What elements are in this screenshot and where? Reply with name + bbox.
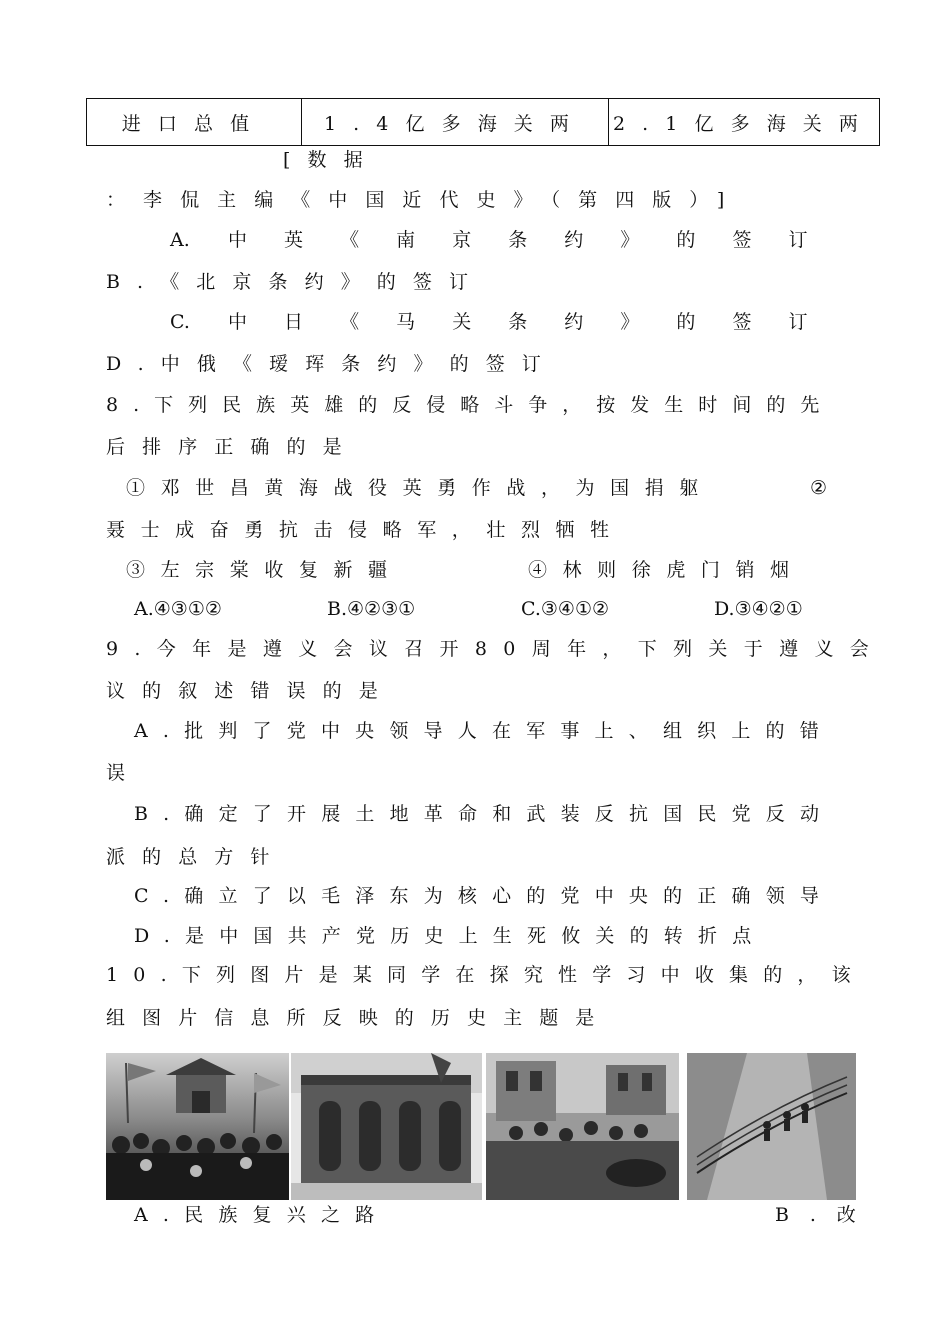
q9-option-b-line-2: 派的总方针	[106, 846, 287, 868]
q7-option-c-label: C.	[170, 311, 190, 333]
q10-option-a: A.民族复兴之路	[134, 1204, 390, 1226]
photo-historic-building	[291, 1053, 482, 1200]
table-label-cell: 进口总值	[87, 99, 302, 145]
q8-option-c: C.③④①②	[521, 598, 610, 620]
q9-option-a-line-1: A.批判了党中央领导人在军事上、组织上的错	[134, 720, 834, 742]
q8-item-4: ④林则徐虎门销烟	[528, 559, 805, 581]
q9-option-b-line-1: B.确定了开展土地革命和武装反抗国民党反动	[134, 803, 835, 825]
q7-option-d: D.中俄《瑷珲条约》的签订	[106, 353, 558, 375]
q7-option-c-text: 中日《马关条约》的签订	[228, 311, 845, 333]
table-value2-cell: 2.1亿多海关两	[612, 112, 876, 135]
import-value-table	[86, 98, 880, 146]
photo-soldiers-gathering	[486, 1053, 679, 1200]
q7-option-a-label: A.	[170, 229, 190, 251]
q8-option-b: B.④②③①	[327, 598, 416, 620]
q7-option-b: B.《北京条约》的签订	[106, 271, 486, 293]
q8-option-a: A.④③①②	[134, 598, 222, 620]
q9-stem-line-1: 9.今年是遵义会议召开80周年，下列关于遵义会	[106, 638, 886, 660]
source-line-2: ：李侃主编《中国近代史》（第四版）]	[106, 189, 743, 211]
table-value1-cell: 1.4亿多海关两	[302, 99, 609, 145]
q8-item-2-mark: ②	[810, 477, 828, 499]
q8-option-d: D.③④②①	[714, 598, 803, 620]
q8-item-2-text: 聂士成奋勇抗击侵略军，壮烈牺牲	[106, 519, 625, 541]
q8-stem-line-2: 后排序正确的是	[106, 436, 359, 458]
q10-stem-line-1: 10.下列图片是某同学在探究性学习中收集的，该	[106, 964, 866, 986]
q9-option-c: C.确立了以毛泽东为核心的党中央的正确领导	[134, 885, 835, 907]
photo-chain-bridge-crossing	[687, 1053, 856, 1200]
q10-stem-line-2: 组图片信息所反映的历史主题是	[106, 1007, 612, 1029]
q9-stem-line-2: 议的叙述错误的是	[106, 680, 395, 702]
q8-item-3: ③左宗棠收复新疆	[126, 559, 403, 581]
q7-option-a-text: 中英《南京条约》的签订	[228, 229, 845, 251]
source-line-1: [数据	[283, 149, 380, 171]
q8-stem-line-1: 8.下列民族英雄的反侵略斗争，按发生时间的先	[106, 394, 835, 416]
q8-item-1: ①邓世昌黄海战役英勇作战，为国捐躯	[126, 477, 714, 499]
q9-option-d: D.是中国共产党历史上生死攸关的转折点	[134, 925, 767, 947]
q9-option-a-line-2: 误	[106, 762, 126, 784]
photo-crowd-protest	[106, 1053, 289, 1200]
q10-option-b: B.改	[775, 1204, 877, 1226]
